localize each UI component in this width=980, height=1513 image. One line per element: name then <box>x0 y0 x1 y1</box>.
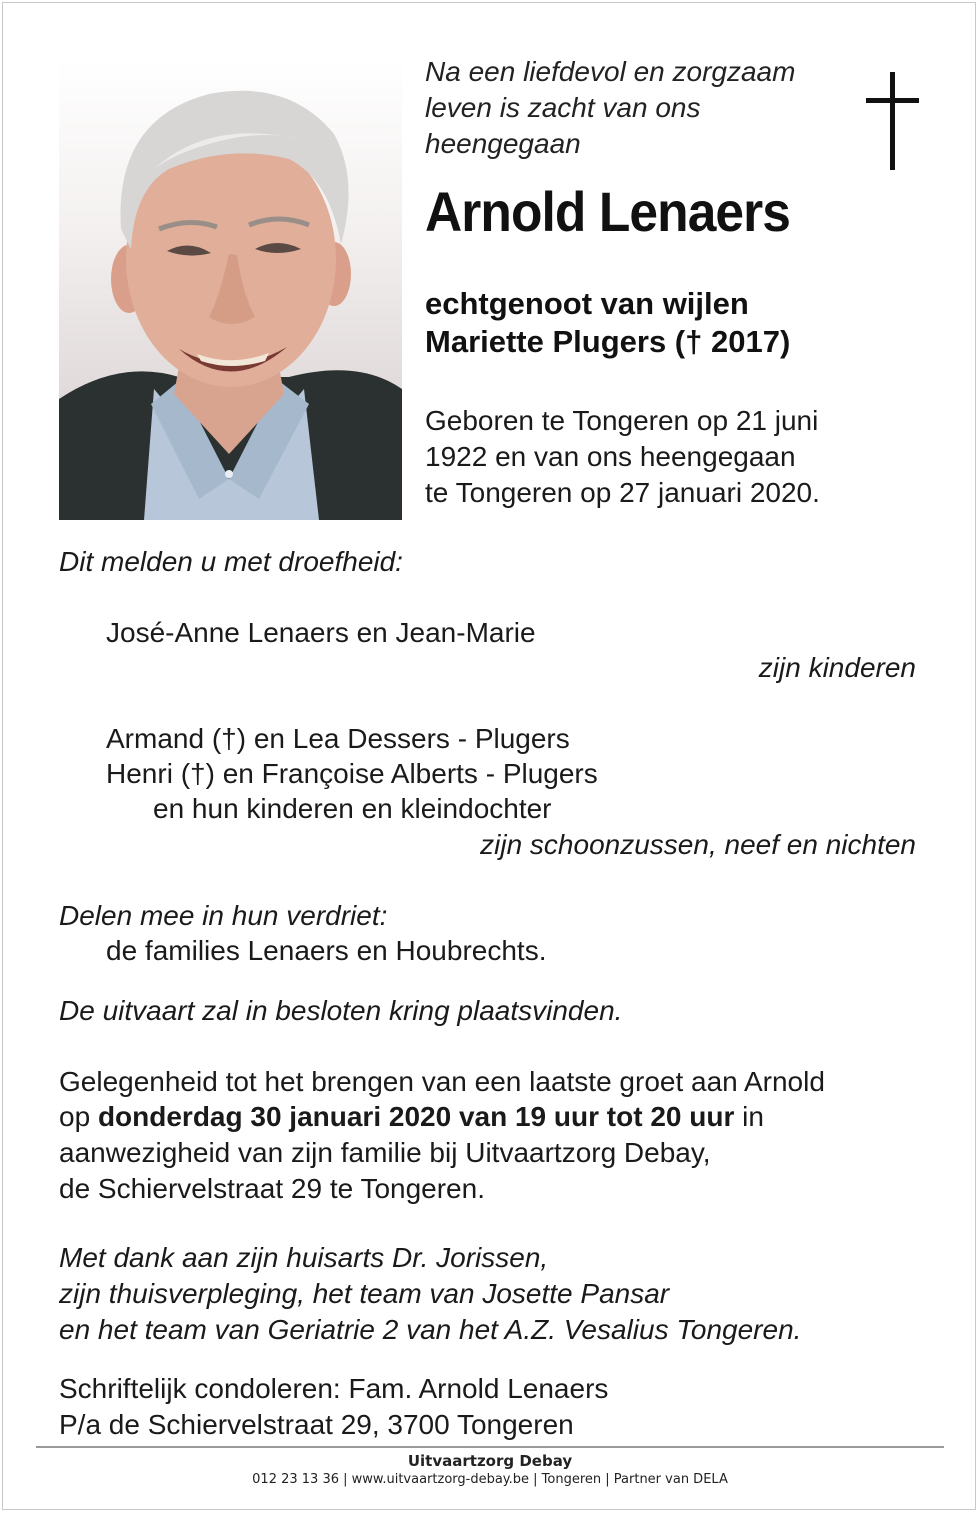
inlaws-role: zijn schoonzussen, neef en nichten <box>480 829 916 860</box>
visit-line: Gelegenheid tot het brengen van een laatste groet aan Arnold <box>59 1066 825 1097</box>
condolence-line: Schriftelijk condoleren: Fam. Arnold Lenaers <box>59 1373 609 1404</box>
thanks-line: Met dank aan zijn huisarts Dr. Jorissen, <box>59 1242 549 1273</box>
born-line: te Tongeren op 27 januari 2020. <box>425 477 820 508</box>
intro-line: Na een liefdevol en zorgzaam <box>425 56 796 87</box>
intro-line: heengegaan <box>425 128 581 159</box>
cross-icon <box>862 72 922 172</box>
spouse-line: echtgenoot van wijlen <box>425 286 749 321</box>
thanks-line: zijn thuisverpleging, het team van Josette Pansar <box>59 1278 670 1309</box>
funeral-note: De uitvaart zal in besloten kring plaatsvinden. <box>59 995 623 1026</box>
visit-pre: op <box>59 1101 98 1132</box>
inlaw-line: Henri (†) en Françoise Alberts - Plugers <box>106 758 598 789</box>
born-line: 1922 en van ons heengegaan <box>425 441 796 472</box>
intro-text <box>425 54 845 162</box>
footer-contact: 012 23 13 36 | www.uitvaartzorg-debay.be | Tongeren | Partner van DELA <box>252 1472 728 1487</box>
visit-datetime: donderdag 30 januari 2020 van 19 uur tot 20 uur <box>97 1101 735 1132</box>
spouse-text <box>425 285 790 361</box>
visit-line: de Schiervelstraat 29 te Tongeren. <box>59 1173 485 1204</box>
portrait-photo <box>59 59 402 520</box>
spouse-line: Mariette Plugers († 2017) <box>425 324 791 359</box>
children-role: zijn kinderen <box>758 652 916 683</box>
thanks-line: en het team van Geriatrie 2 van het A.Z. Vesalius Tongeren. <box>59 1314 802 1345</box>
visit-line: aanwezigheid van zijn familie bij Uitvaartzorg Debay, <box>59 1137 711 1168</box>
born-line: Geboren te Tongeren op 21 juni <box>425 405 819 436</box>
visit-post: in <box>734 1101 764 1132</box>
footer-divider <box>36 1446 944 1448</box>
children-names: José-Anne Lenaers en Jean-Marie <box>106 617 536 648</box>
share-heading: Delen mee in hun verdriet: <box>59 900 388 931</box>
visit-line <box>59 1099 764 1135</box>
intro-line: leven is zacht van ons <box>425 92 701 123</box>
share-families: de families Lenaers en Houbrechts. <box>106 935 547 966</box>
inlaw-line: Armand (†) en Lea Dessers - Plugers <box>106 723 570 754</box>
deceased-name: Arnold Lenaers <box>425 180 791 243</box>
condolence-line: P/a de Schiervelstraat 29, 3700 Tongeren <box>59 1409 574 1440</box>
announce-heading: Dit melden u met droefheid: <box>59 546 403 577</box>
inlaw-line: en hun kinderen en kleindochter <box>153 793 552 824</box>
footer-company: Uitvaartzorg Debay <box>407 1452 573 1470</box>
birth-death-text <box>425 403 820 511</box>
